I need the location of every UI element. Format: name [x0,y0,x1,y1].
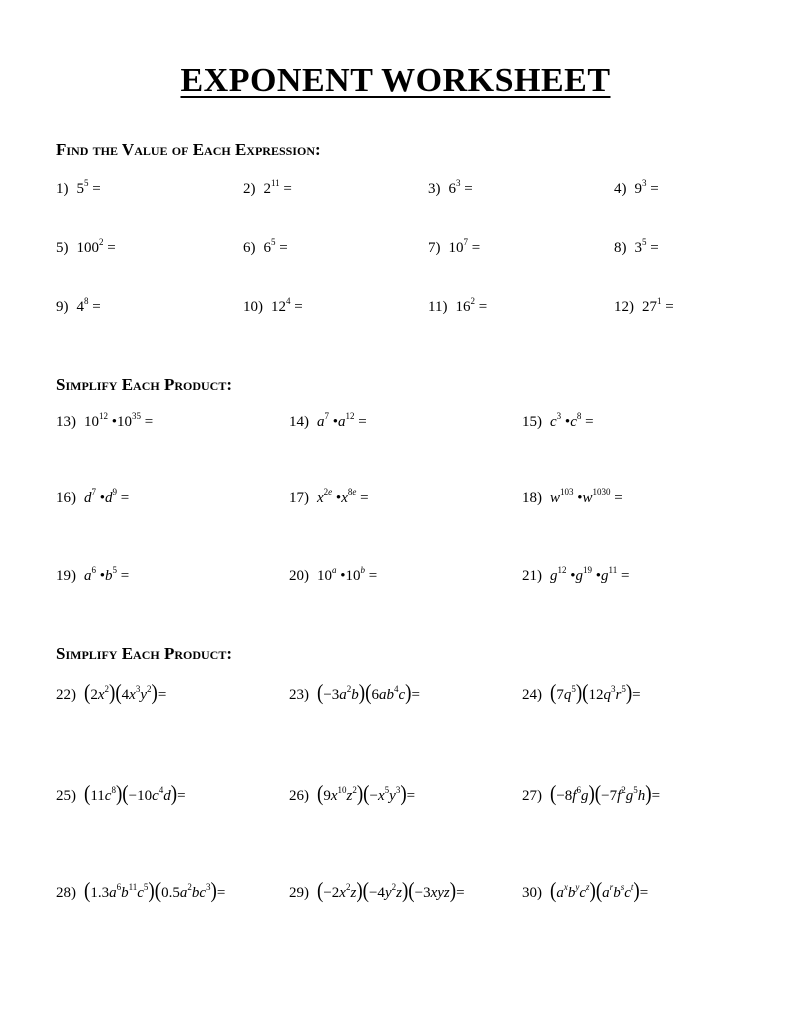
problem-21 [522,565,630,585]
expression: $c^3$ $•c^8$ = [550,411,594,430]
problem-30 [522,881,648,903]
expression: $a^7$ $•a^{12}$ = [317,411,367,430]
expression: $(-2x^2z)(-4y^2z)(-3xyz)=$ [317,879,465,904]
problem-number: 3) [428,181,441,197]
problem-17 [289,487,369,507]
problem-1 [56,178,101,198]
expression: $6^3$ = [448,178,473,197]
problem-29 [289,881,465,903]
problem-number: 1) [56,181,69,197]
expression: $3^5$ = [634,237,659,256]
problem-number: 4) [614,181,627,197]
problem-number: 5) [56,240,69,256]
problem-number: 25) [56,788,76,804]
problem-3 [428,178,473,198]
problem-16 [56,487,130,507]
problem-number: 6) [243,240,256,256]
expression: $27^1$ = [642,296,674,315]
expression: $100^2$ = [76,237,116,256]
problem-number: 11) [428,299,448,315]
problem-18 [522,487,623,507]
problem-12 [614,296,674,316]
expression: $(-3a^2b)(6ab^4c)=$ [317,681,420,706]
problem-number: 19) [56,568,76,584]
problem-number: 2) [243,181,256,197]
problem-number: 22) [56,687,76,703]
expression: $(9x^{10}z^2)(-x^5y^3)=$ [317,782,416,807]
problem-number: 24) [522,687,542,703]
problem-number: 16) [56,490,76,506]
problem-number: 12) [614,299,634,315]
expression: $g^{12}$ $•g^{19}$ $•g^{11}$ = [550,565,630,584]
problem-number: 13) [56,414,76,430]
problem-11 [428,296,488,316]
expression: $5^5$ = [76,178,101,197]
problem-number: 10) [243,299,263,315]
problem-13 [56,411,154,431]
problem-14 [289,411,367,431]
problem-number: 21) [522,568,542,584]
expression: $10^{12}$ $•10^{35}$ = [84,411,154,430]
problem-number: 23) [289,687,309,703]
problem-2 [243,178,292,198]
section-heading-simplify-2: Simplify Each Product: [56,644,233,663]
problem-number: 14) [289,414,309,430]
problem-4 [614,178,659,198]
expression: $10^7$ = [448,237,481,256]
problem-number: 15) [522,414,542,430]
problem-8 [614,237,659,257]
section-heading-simplify-1: Simplify Each Product: [56,375,233,394]
problem-number: 30) [522,885,542,901]
problem-7 [428,237,481,257]
problem-28 [56,881,225,903]
expression: $d^7$ $•d^9$ = [84,487,130,506]
problem-19 [56,565,130,585]
problem-25 [56,784,186,806]
section-heading-find-value: Find the Value of Each Expression: [56,140,321,159]
expression: $(2x^2)(4x^3y^2)=$ [84,681,167,706]
problem-number: 29) [289,885,309,901]
expression: $a^6$ $•b^5$ = [84,565,130,584]
problem-20 [289,565,378,585]
problem-number: 26) [289,788,309,804]
expression: 10$^a$ $•10^b$ = [317,565,378,584]
expression: $(1.3a^6b^{11}c^5)(0.5a^2bc^3)=$ [84,879,226,904]
expression: $6^5$ = [263,237,288,256]
problem-number: 9) [56,299,69,315]
expression: $(11c^8)(-10c^4d)=$ [84,782,186,807]
expression: $(a^xb^yc^z)(a^rb^sc^t)=$ [550,879,649,904]
problem-23 [289,683,420,705]
problem-number: 18) [522,490,542,506]
problem-number: 7) [428,240,441,256]
expression: $(7q^5)(12q^3r^5)=$ [550,681,641,706]
page-title: EXPONENT WORKSHEET [180,62,611,99]
problem-24 [522,683,641,705]
problem-number: 28) [56,885,76,901]
problem-number: 8) [614,240,627,256]
problem-number: 17) [289,490,309,506]
problem-number: 27) [522,788,542,804]
expression: $12^4$ = [271,296,303,315]
expression: $4^8$ = [76,296,101,315]
problem-5 [56,237,116,257]
expression: $x^{2e}$ $•x^{8e}$ = [317,487,369,506]
expression: $w^{103}$ $•w^{1030}$ = [550,487,623,506]
problem-6 [243,237,288,257]
problem-26 [289,784,415,806]
expression: $(-8f^6g)(-7f^2g^5h)=$ [550,782,661,807]
problem-number: 20) [289,568,309,584]
expression: $16^2$ = [455,296,488,315]
expression: $9^3$ = [634,178,659,197]
problem-15 [522,411,594,431]
problem-10 [243,296,303,316]
expression: $2^{11}$ = [263,178,292,197]
problem-9 [56,296,101,316]
problem-22 [56,683,166,705]
problem-27 [522,784,660,806]
